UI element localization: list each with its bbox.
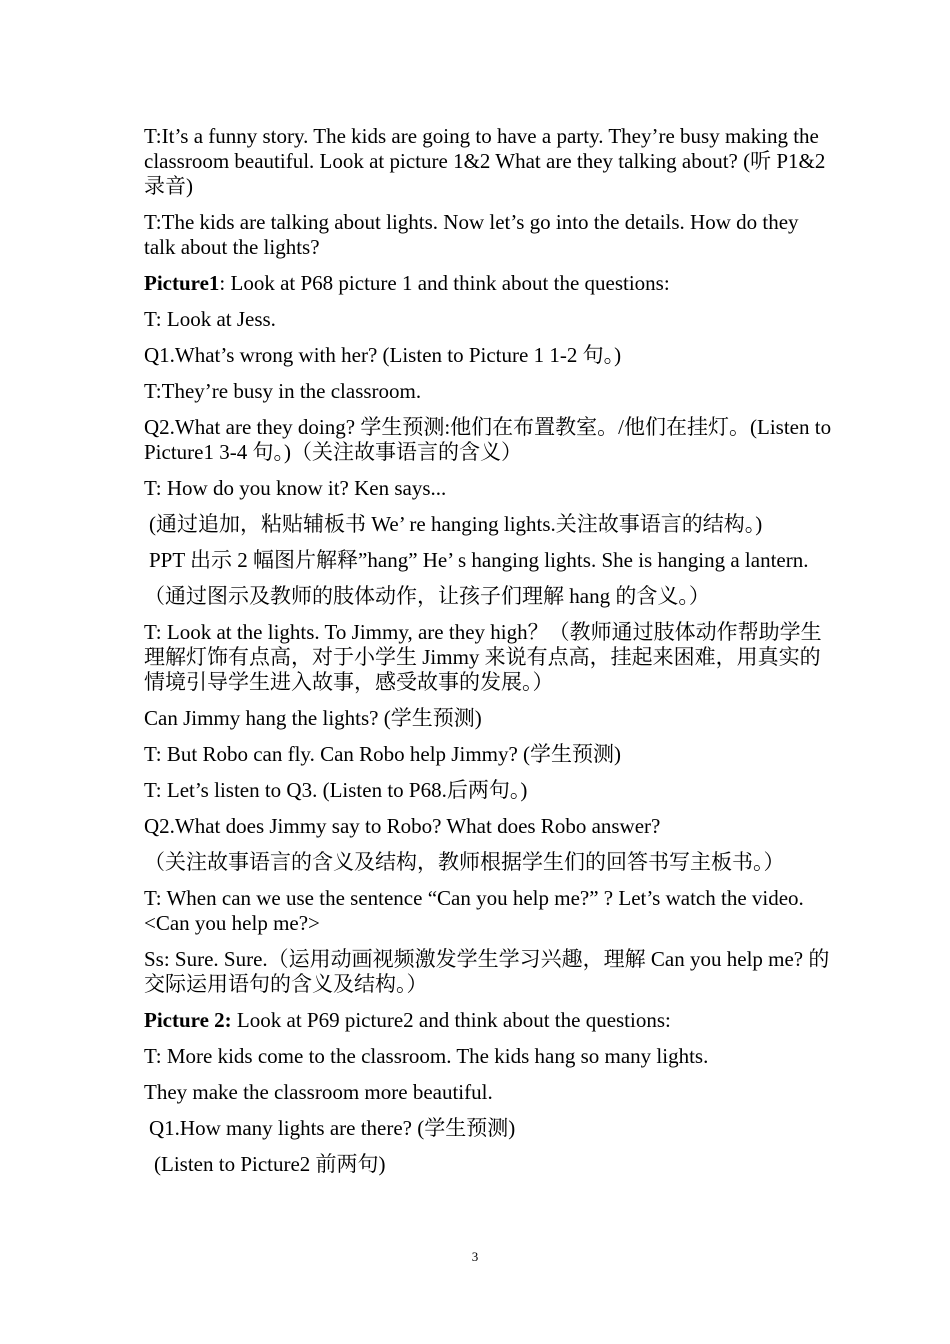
paragraph-busy-classroom: T:They’re busy in the classroom. — [144, 379, 422, 403]
picture2-label: Picture 2: — [144, 1008, 232, 1032]
picture1-instruction: : Look at P68 picture 1 and think about the questions: — [219, 271, 670, 295]
paragraph-board-writing: （关注故事语言的含义及结构，教师根据学生们的回答书写主板书。） — [144, 850, 785, 874]
picture1-label: Picture1 — [144, 271, 220, 295]
paragraph-more-beautiful: They make the classroom more beautiful. — [144, 1080, 493, 1104]
paragraph-how-know: T: How do you know it? Ken says... — [144, 476, 447, 500]
paragraph-talking-lights: T:The kids are talking about lights. Now let’s go into the details. How do they talk about the lights? — [144, 210, 799, 259]
paragraph-watch-video: T: When can we use the sentence “Can you help me?” ? Let’s watch the video. <Can you help me?> — [144, 886, 804, 935]
paragraph-q1-wrong: Q1.What’s wrong with her? (Listen to Picture 1 1-2 句。) — [144, 343, 622, 367]
paragraph-board-note: (通过追加，粘贴辅板书 We’ re hanging lights.关注故事语言的结构。) — [149, 512, 763, 536]
paragraph-more-kids: T: More kids come to the classroom. The kids hang so many lights. — [144, 1044, 709, 1068]
paragraph-intro-story: T:It’s a funny story. The kids are going to have a party. They’re busy making the classroom beautiful. Look at picture 1&2 What are they talking about? (听 P1&2 录音) — [144, 124, 826, 198]
paragraph-hang-meaning: （通过图示及教师的肢体动作，让孩子们理解 hang 的含义。） — [144, 584, 710, 608]
paragraph-listen-picture2: (Listen to Picture2 前两句) — [154, 1152, 386, 1176]
paragraph-robo-fly: T: But Robo can fly. Can Robo help Jimmy? (学生预测) — [144, 742, 622, 766]
paragraph-lights-high: T: Look at the lights. To Jimmy, are they high？（教师通过肢体动作帮助学生理解灯饰有点高，对于小学生 Jimmy 来说有点高，挂起来困难，用真实的情境引导学生进入故事，感受故事的发展。） — [144, 620, 822, 694]
page-number: 3 — [471, 1249, 479, 1264]
document-body — [144, 124, 834, 1188]
paragraph-picture2-heading — [144, 1008, 834, 1033]
paragraph-picture1-heading — [144, 271, 834, 296]
paragraph-look-at-jess: T: Look at Jess. — [144, 307, 276, 331]
paragraph-how-many-lights: Q1.How many lights are there? (学生预测) — [149, 1116, 516, 1140]
paragraph-q2-doing: Q2.What are they doing? 学生预测:他们在布置教室。/他们在挂灯。(Listen to Picture1 3-4 句。)（关注故事语言的含义） — [144, 415, 832, 464]
picture2-instruction: Look at P69 picture2 and think about the questions: — [231, 1008, 671, 1032]
paragraph-can-jimmy: Can Jimmy hang the lights? (学生预测) — [144, 706, 482, 730]
paragraph-ppt-hang: PPT 出示 2 幅图片解释”hang” He’ s hanging lights. She is hanging a lantern. — [149, 548, 809, 572]
paragraph-q2-jimmy-robo: Q2.What does Jimmy say to Robo? What does Robo answer? — [144, 814, 661, 838]
paragraph-sure-sure: Ss: Sure. Sure.（运用动画视频激发学生学习兴趣，理解 Can you help me? 的交际运用语句的含义及结构。） — [144, 947, 830, 996]
paragraph-listen-q3: T: Let’s listen to Q3. (Listen to P68.后两句。) — [144, 778, 528, 802]
